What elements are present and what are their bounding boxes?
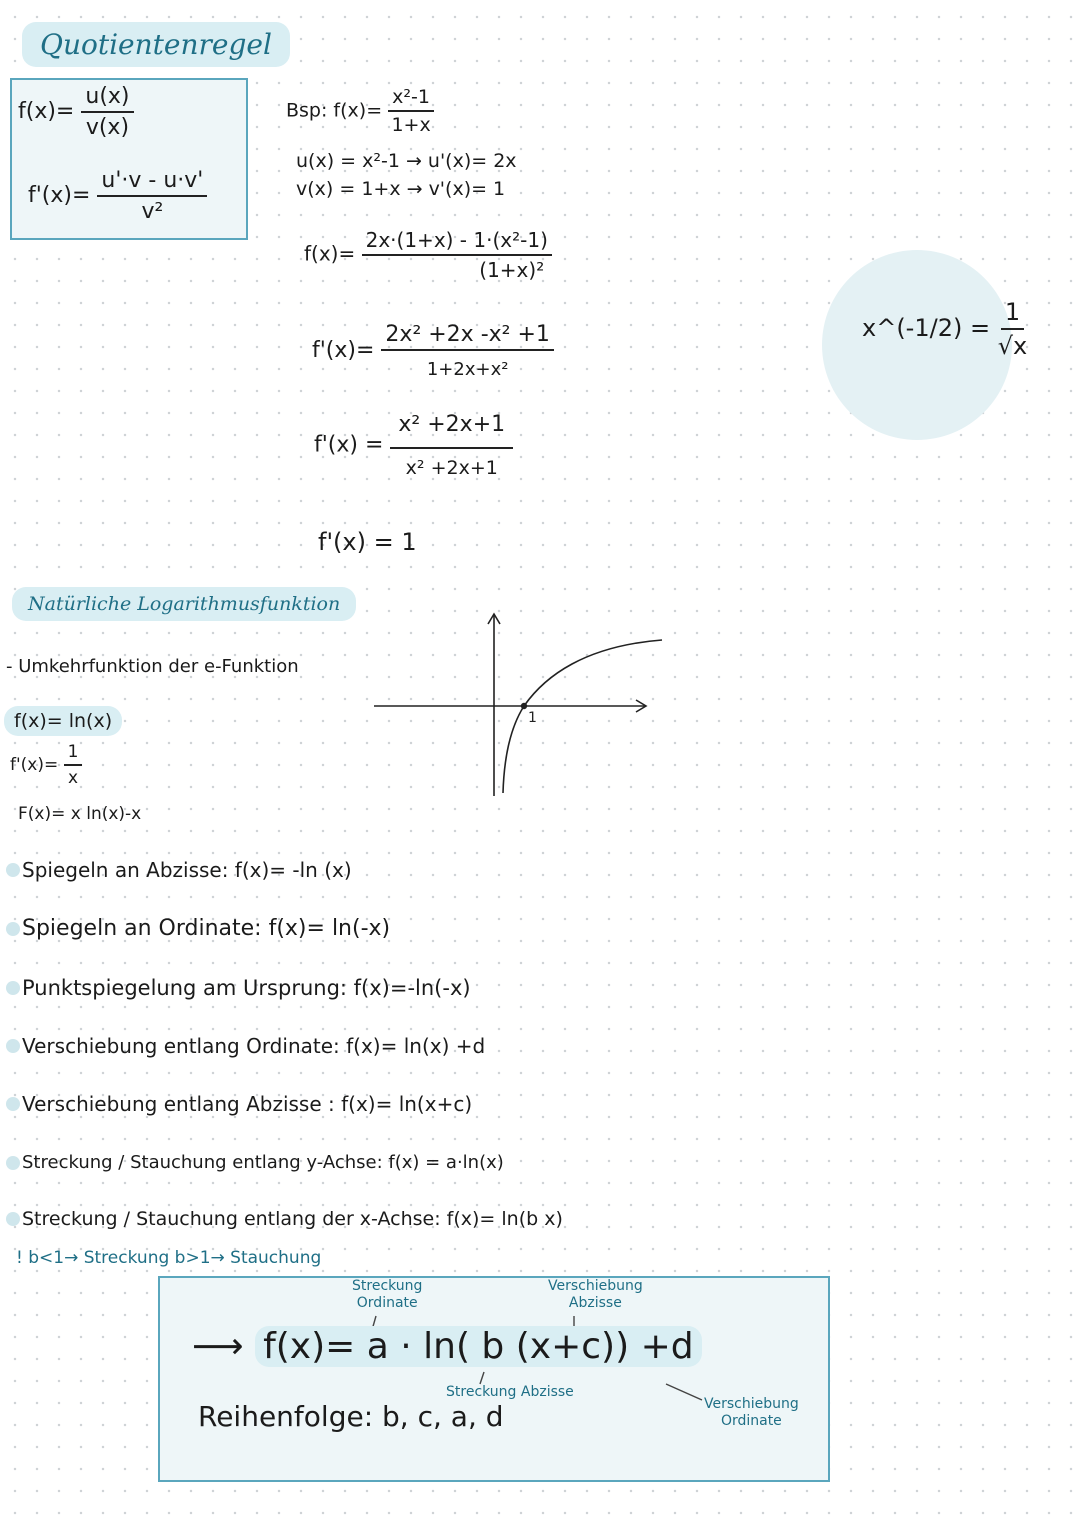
step2-lhs: f'(x)= — [312, 338, 375, 363]
step1-lhs: f(x)= — [304, 241, 356, 266]
pointer-b — [480, 1372, 484, 1384]
summary-arrow-icon: ⟶ — [192, 1326, 244, 1367]
power-note-lhs: x^(-1/2) — [862, 314, 963, 342]
streckung-note: ! b<1→ Streckung b>1→ Stauchung — [16, 1248, 322, 1268]
transform-text: Verschiebung entlang Abzisse : f(x)= ln(x+c) — [22, 1092, 473, 1116]
power-note-num: 1 — [1001, 298, 1024, 330]
step4: f'(x) = 1 — [318, 528, 417, 556]
transform-text: Spiegeln an Abzisse: f(x)= -ln (x) — [22, 858, 352, 882]
step3-lhs: f'(x) = — [314, 432, 384, 458]
rule-f-lhs: f(x)= — [18, 99, 75, 124]
example-u-line: u(x) = x²-1 → u'(x)= 2x — [296, 150, 517, 172]
ln-graph-label-one: 1 — [528, 710, 537, 726]
example-title-lhs: Bsp: f(x)= — [286, 99, 383, 122]
transform-text: Streckung / Stauchung entlang der x-Achse: f(x)= ln(b x) — [22, 1208, 563, 1230]
transform-text: Spiegeln an Ordinate: f(x)= ln(-x) — [22, 916, 391, 941]
rule-fp-num: u'·v - u·v' — [97, 168, 207, 197]
step3-den: x² +2x+1 — [405, 457, 498, 479]
ln-derivative-lhs: f'(x)= — [10, 755, 59, 775]
label-verschiebung-ordinate: Verschiebung Ordinate — [704, 1396, 799, 1429]
step2-den: 1+2x+x² — [426, 359, 509, 380]
rule-fp-den: v² — [141, 199, 164, 224]
step1-den: (1+x)² — [479, 258, 545, 282]
summary-formula: f(x)= a · ln( b (x+c)) +d — [255, 1326, 702, 1367]
pointer-d — [666, 1384, 702, 1400]
summary-order: Reihenfolge: b, c, a, d — [198, 1400, 504, 1433]
example-title-den: 1+x — [391, 114, 431, 136]
example-v-line: v(x) = 1+x → v'(x)= 1 — [296, 178, 506, 200]
step1-num: 2x·(1+x) - 1·(x²-1) — [362, 228, 552, 256]
power-note-eq: = — [969, 314, 991, 342]
step2-num: 2x² +2x -x² +1 — [381, 322, 553, 351]
label-streckung-abzisse: Streckung Abzisse — [446, 1384, 574, 1400]
ln-f: f(x)= ln(x) — [4, 706, 122, 736]
ln-definition: - Umkehrfunktion der e-Funktion — [6, 656, 299, 677]
rule-f-den: v(x) — [85, 115, 130, 140]
transform-text: Streckung / Stauchung entlang y-Achse: f(x) = a·ln(x) — [22, 1152, 504, 1173]
summary-formula-row — [192, 1326, 702, 1367]
ln-derivative-num: 1 — [64, 742, 83, 766]
example-title-num: x²-1 — [388, 86, 434, 112]
transform-text: Verschiebung entlang Ordinate: f(x)= ln(x) +d — [22, 1034, 486, 1058]
power-note-den: √x — [997, 332, 1028, 360]
ln-heading: Natürliche Logarithmusfunktion — [12, 587, 356, 621]
label-streckung-ordinate: Streckung Ordinate — [352, 1278, 423, 1311]
transform-text: Punktspiegelung am Ursprung: f(x)=-ln(-x) — [22, 976, 471, 1000]
ln-antiderivative: F(x)= x ln(x)-x — [18, 804, 142, 824]
ln-derivative-den: x — [68, 768, 79, 788]
rule-f-num: u(x) — [81, 84, 133, 113]
step3-num: x² +2x+1 — [390, 412, 513, 449]
label-verschiebung-abzisse: Verschiebung Abzisse — [548, 1278, 643, 1311]
rule-fp-lhs: f'(x)= — [28, 183, 91, 208]
quotient-heading: Quotientenregel — [22, 22, 290, 67]
